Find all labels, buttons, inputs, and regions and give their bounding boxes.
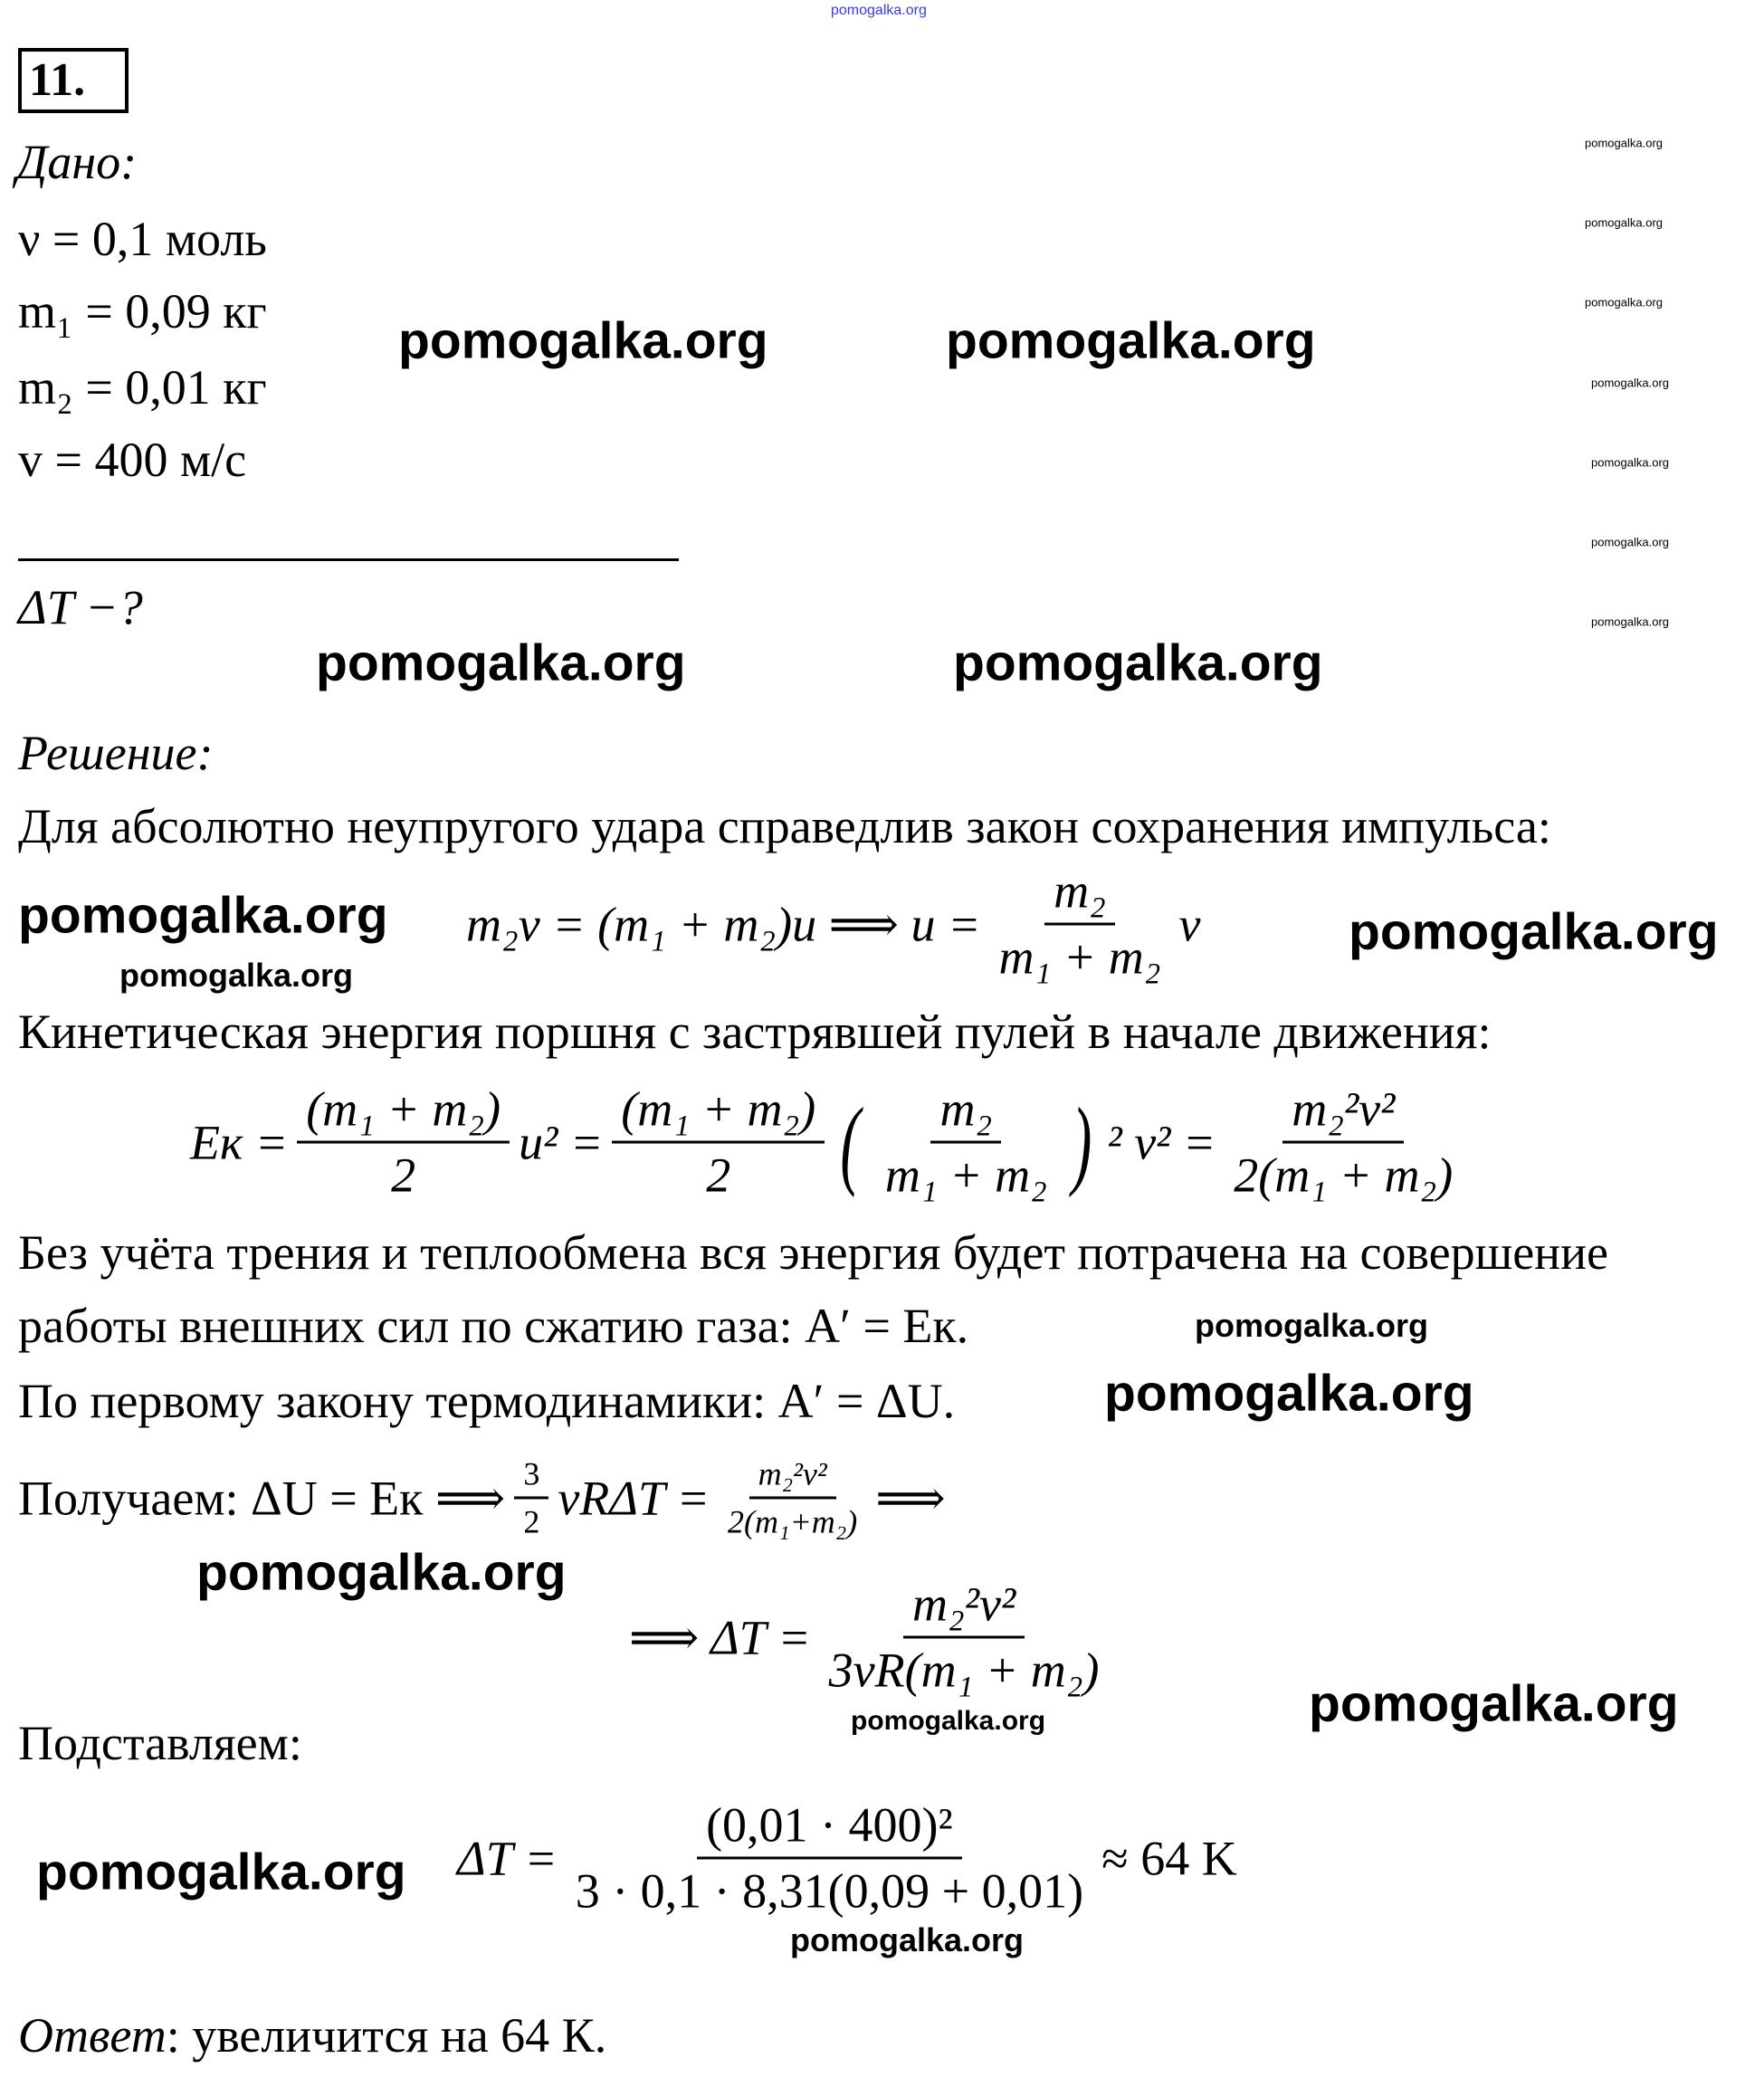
answer: Ответ: увеличится на 64 К.: [18, 2008, 607, 2063]
paragraph: Для абсолютно неупругого удара справедлив закон сохранения импульса:: [18, 799, 1551, 853]
divider: [18, 558, 679, 561]
given-item: m₂ = 0,01 кг: [18, 360, 267, 414]
given-item: m₁ = 0,09 кг: [18, 284, 267, 338]
watermark: pomogalka.org: [953, 634, 1323, 692]
watermark: pomogalka.org: [18, 886, 388, 945]
find: ΔT −?: [18, 580, 143, 634]
paragraph: По первому закону термодинамики: A′ = ΔU.: [18, 1374, 956, 1428]
formula-delta-t: ⟹ ΔT = $\frac{\text{m₂²v²}}{\text{3νR(m₁ + m₂)}}$: [629, 1577, 1100, 1698]
watermark: pomogalka.org: [316, 634, 686, 692]
given-item: ν = 0,1 моль: [18, 212, 267, 266]
watermark: pomogalka.org: [1309, 1674, 1679, 1733]
watermark: pomogalka.org: [1591, 615, 1669, 629]
problem-number: 11.: [18, 48, 129, 113]
watermark: pomogalka.org: [1591, 535, 1669, 549]
formula-kinetic-energy: Eк = $\frac{\text{(m₁ + m₂)}}{2}$ u² = $\frac{\text{(m₁ + m₂)}}{2}$ ( $\frac{\text{m₂}}{\text{m₁ + m₂}}$ ) ² v² = $\frac{\text{m₂²v²}}{\text{2(m₁ + m₂)}}$: [190, 1081, 1454, 1203]
watermark: pomogalka.org: [398, 311, 768, 370]
watermark: pomogalka.org: [1585, 295, 1663, 310]
watermark: pomogalka.org: [119, 957, 354, 994]
watermark: pomogalka.org: [196, 1543, 567, 1602]
paragraph: Подставляем:: [18, 1716, 302, 1770]
watermark: pomogalka.org: [1585, 136, 1663, 150]
watermark: pomogalka.org: [1349, 902, 1719, 961]
given-item: v = 400 м/с: [18, 433, 247, 487]
watermark: pomogalka.org: [1591, 376, 1669, 390]
watermark: pomogalka.org: [1195, 1307, 1429, 1344]
paragraph: Без учёта трения и теплообмена вся энергия будет потрачена на совершение: [18, 1225, 1608, 1280]
formula-momentum: m₂v = (m₁ + m₂)u ⟹ u = $\frac{\text{m₂}}{\text{m₁ + m₂}}$ v: [466, 863, 1201, 985]
watermark: pomogalka.org: [831, 3, 927, 18]
watermark: pomogalka.org: [1585, 215, 1663, 230]
formula-first-law: Получаем: ΔU = Eк ⟹ $\frac{3}{2}$ νRΔT = $\frac{\text{m₂²v²}}{\text{2(m₁+m₂)}}$ ⟹: [18, 1455, 946, 1540]
watermark: pomogalka.org: [36, 1843, 406, 1901]
watermark: pomogalka.org: [851, 1706, 1046, 1736]
watermark: pomogalka.org: [1591, 455, 1669, 470]
given-label: Дано:: [16, 135, 138, 189]
solution-label: Решение:: [18, 726, 214, 780]
watermark: pomogalka.org: [790, 1921, 1025, 1958]
watermark: pomogalka.org: [946, 311, 1316, 370]
formula-substitution: ΔT = $\frac{\text{(0,01 · 400)²}}{3 \cdot 0,1 \cdot 8,31(0,09 + 0,01)}$ ≈ 64 K: [457, 1797, 1237, 1919]
paragraph: работы внешних сил по сжатию газа: A′ = Eк.: [18, 1299, 969, 1353]
paragraph: Кинетическая энергия поршня с застрявшей пулей в начале движения:: [18, 1005, 1492, 1059]
watermark: pomogalka.org: [1104, 1364, 1474, 1423]
